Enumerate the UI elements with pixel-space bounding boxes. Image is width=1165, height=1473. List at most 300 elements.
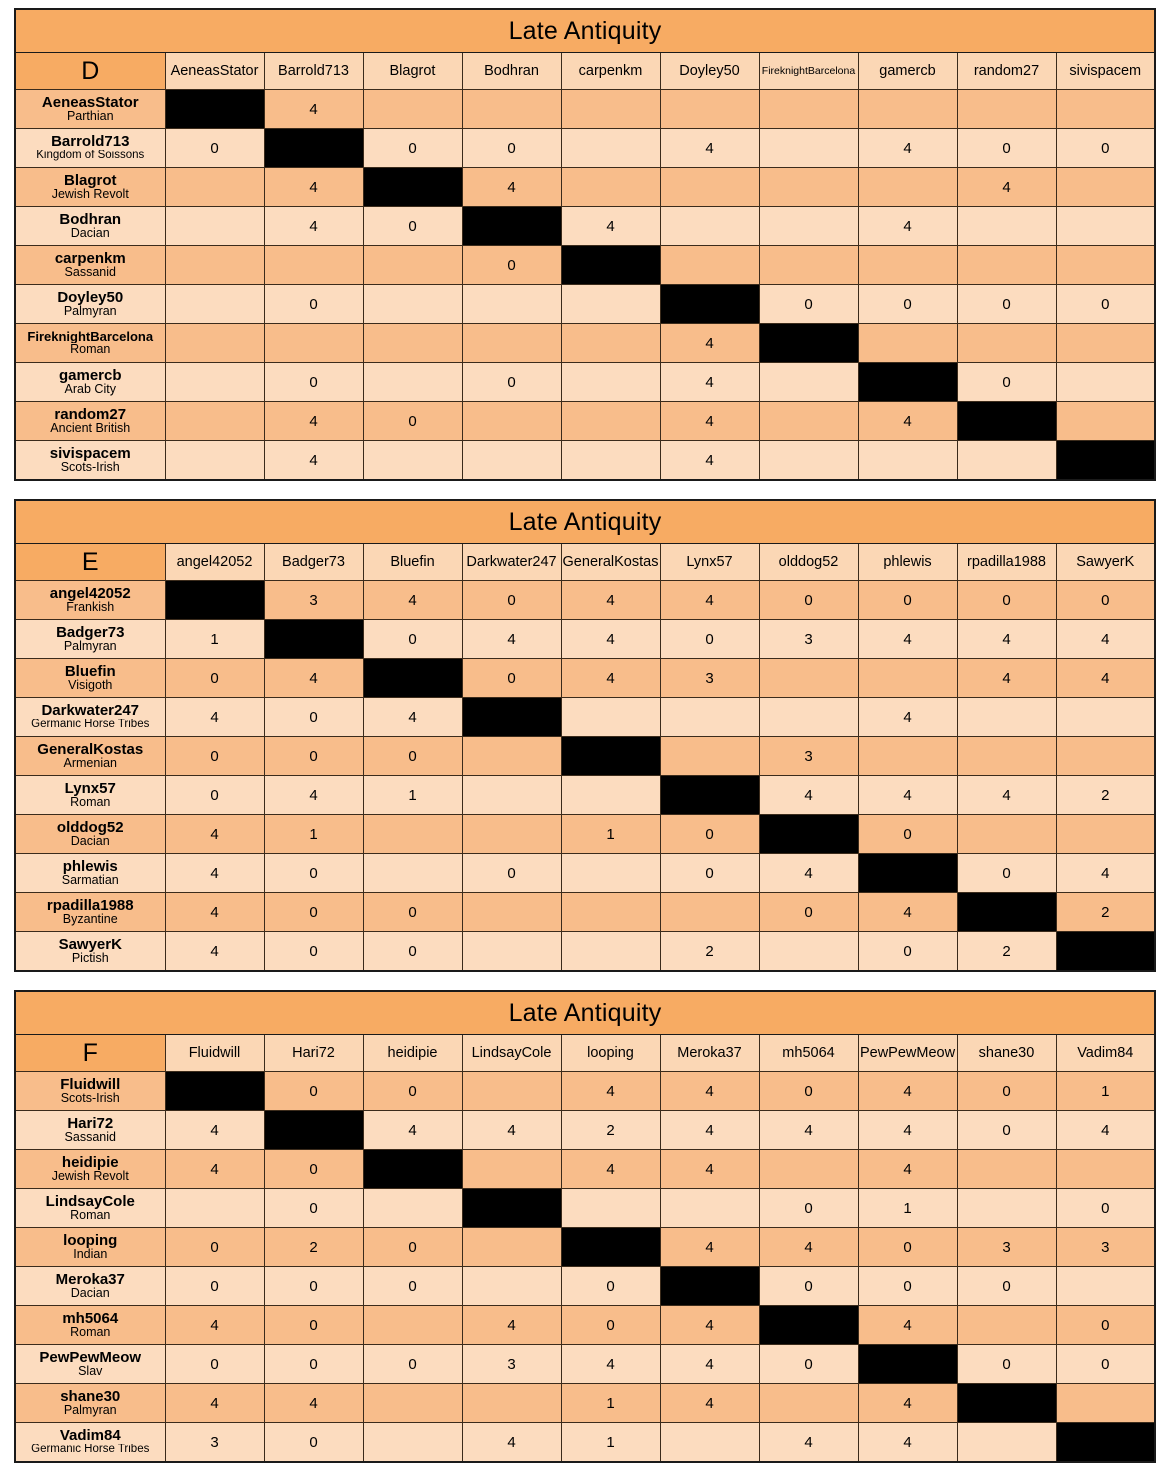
score-cell[interactable]: 4 xyxy=(957,776,1056,815)
score-cell[interactable] xyxy=(1056,246,1155,285)
score-cell[interactable]: 0 xyxy=(264,363,363,402)
score-cell[interactable] xyxy=(759,207,858,246)
group-title: Late Antiquity xyxy=(15,500,1155,544)
score-cell[interactable] xyxy=(264,324,363,363)
score-cell[interactable]: 0 xyxy=(1056,1345,1155,1384)
score-cell[interactable]: 0 xyxy=(462,246,561,285)
score-cell[interactable] xyxy=(561,168,660,207)
score-cell[interactable]: 4 xyxy=(165,1384,264,1423)
score-cell[interactable]: 0 xyxy=(264,1423,363,1463)
score-cell[interactable]: 4 xyxy=(561,207,660,246)
score-cell[interactable]: 0 xyxy=(462,129,561,168)
score-cell[interactable]: 0 xyxy=(264,1072,363,1111)
score-cell[interactable] xyxy=(1056,698,1155,737)
score-cell[interactable] xyxy=(561,129,660,168)
score-cell[interactable] xyxy=(363,363,462,402)
score-cell[interactable]: 0 xyxy=(264,1189,363,1228)
score-cell[interactable] xyxy=(759,90,858,129)
score-cell[interactable] xyxy=(561,90,660,129)
player-cell-angel42052 xyxy=(15,581,165,620)
score-cell[interactable]: 0 xyxy=(957,581,1056,620)
score-cell[interactable]: 0 xyxy=(957,285,1056,324)
score-cell[interactable] xyxy=(858,168,957,207)
score-cell[interactable]: 0 xyxy=(264,285,363,324)
score-cell[interactable]: 0 xyxy=(264,1306,363,1345)
score-cell[interactable]: 4 xyxy=(660,1384,759,1423)
score-cell[interactable] xyxy=(660,168,759,207)
score-cell[interactable]: 4 xyxy=(1056,620,1155,659)
score-cell[interactable]: 0 xyxy=(165,1228,264,1267)
score-cell[interactable]: 0 xyxy=(759,285,858,324)
score-cell[interactable] xyxy=(759,1150,858,1189)
score-cell[interactable] xyxy=(1056,1384,1155,1423)
score-cell[interactable] xyxy=(1056,815,1155,854)
score-cell[interactable]: 4 xyxy=(759,854,858,893)
score-cell[interactable]: 0 xyxy=(858,815,957,854)
player-cell-pewpewmeow xyxy=(15,1345,165,1384)
player-name: LindsayCole xyxy=(45,1193,135,1210)
score-cell[interactable]: 4 xyxy=(462,1423,561,1463)
self-match-blocked-cell xyxy=(759,1306,858,1345)
score-cell[interactable] xyxy=(858,324,957,363)
score-cell[interactable]: 4 xyxy=(1056,1111,1155,1150)
score-cell[interactable]: 0 xyxy=(264,737,363,776)
score-cell[interactable] xyxy=(660,90,759,129)
score-cell[interactable]: 0 xyxy=(363,129,462,168)
score-cell[interactable]: 0 xyxy=(660,815,759,854)
player-faction: Pictish xyxy=(71,952,109,966)
score-cell[interactable]: 4 xyxy=(660,581,759,620)
score-cell[interactable]: 2 xyxy=(561,1111,660,1150)
score-cell[interactable] xyxy=(165,168,264,207)
score-cell[interactable]: 4 xyxy=(1056,854,1155,893)
player-cell-looping xyxy=(15,1228,165,1267)
score-cell[interactable]: 4 xyxy=(561,1345,660,1384)
score-cell[interactable]: 0 xyxy=(660,620,759,659)
score-cell[interactable]: 4 xyxy=(165,893,264,932)
score-cell[interactable] xyxy=(165,441,264,481)
score-cell[interactable] xyxy=(561,285,660,324)
player-faction: Dacian xyxy=(70,835,110,849)
score-cell[interactable]: 0 xyxy=(759,1345,858,1384)
score-cell[interactable] xyxy=(759,402,858,441)
score-cell[interactable]: 4 xyxy=(561,1072,660,1111)
score-cell[interactable]: 4 xyxy=(363,1111,462,1150)
score-cell[interactable]: 4 xyxy=(660,1072,759,1111)
score-cell[interactable]: 4 xyxy=(165,1150,264,1189)
self-match-blocked-cell xyxy=(957,1384,1056,1423)
score-cell[interactable]: 4 xyxy=(462,1111,561,1150)
score-cell[interactable]: 0 xyxy=(660,854,759,893)
score-cell[interactable] xyxy=(660,246,759,285)
score-cell[interactable]: 4 xyxy=(165,1111,264,1150)
score-cell[interactable] xyxy=(1056,402,1155,441)
score-cell[interactable] xyxy=(759,1384,858,1423)
score-cell[interactable]: 0 xyxy=(957,363,1056,402)
score-cell[interactable] xyxy=(660,1423,759,1463)
column-header-sawyerk: SawyerK xyxy=(1056,544,1155,581)
score-cell[interactable] xyxy=(957,737,1056,776)
player-name: Barrold713 xyxy=(51,134,130,150)
score-cell[interactable]: 2 xyxy=(1056,776,1155,815)
score-cell[interactable]: 2 xyxy=(1056,893,1155,932)
score-cell[interactable] xyxy=(759,168,858,207)
score-cell[interactable]: 0 xyxy=(363,620,462,659)
score-cell[interactable]: 3 xyxy=(957,1228,1056,1267)
score-cell[interactable] xyxy=(1056,737,1155,776)
score-cell[interactable]: 4 xyxy=(858,620,957,659)
score-cell[interactable] xyxy=(1056,324,1155,363)
score-cell[interactable] xyxy=(957,207,1056,246)
score-cell[interactable]: 4 xyxy=(858,1306,957,1345)
score-cell[interactable] xyxy=(462,402,561,441)
score-cell[interactable] xyxy=(957,1150,1056,1189)
score-cell[interactable] xyxy=(858,90,957,129)
score-cell[interactable]: 1 xyxy=(1056,1072,1155,1111)
score-cell[interactable] xyxy=(561,698,660,737)
score-cell[interactable] xyxy=(462,1072,561,1111)
score-cell[interactable]: 3 xyxy=(759,620,858,659)
score-cell[interactable]: 4 xyxy=(660,324,759,363)
score-cell[interactable]: 3 xyxy=(759,737,858,776)
self-match-blocked-cell xyxy=(759,324,858,363)
score-cell[interactable]: 0 xyxy=(957,1345,1056,1384)
score-cell[interactable]: 4 xyxy=(660,441,759,481)
score-cell[interactable]: 0 xyxy=(858,285,957,324)
score-cell[interactable] xyxy=(363,1423,462,1463)
score-cell[interactable]: 4 xyxy=(858,1384,957,1423)
score-cell[interactable] xyxy=(363,246,462,285)
score-cell[interactable] xyxy=(759,932,858,972)
score-cell[interactable]: 2 xyxy=(660,932,759,972)
score-cell[interactable] xyxy=(561,893,660,932)
score-cell[interactable]: 4 xyxy=(660,1345,759,1384)
score-cell[interactable] xyxy=(957,441,1056,481)
score-cell[interactable] xyxy=(165,1189,264,1228)
score-cell[interactable] xyxy=(561,324,660,363)
score-cell[interactable]: 4 xyxy=(1056,659,1155,698)
score-cell[interactable]: 0 xyxy=(759,581,858,620)
score-cell[interactable]: 0 xyxy=(759,1072,858,1111)
score-cell[interactable] xyxy=(462,737,561,776)
score-cell[interactable]: 4 xyxy=(660,402,759,441)
score-cell[interactable]: 4 xyxy=(462,1306,561,1345)
score-cell[interactable]: 0 xyxy=(363,1228,462,1267)
score-cell[interactable]: 0 xyxy=(363,893,462,932)
score-cell[interactable]: 4 xyxy=(660,1228,759,1267)
score-cell[interactable]: 4 xyxy=(858,1423,957,1463)
score-cell[interactable] xyxy=(363,285,462,324)
score-cell[interactable]: 4 xyxy=(165,698,264,737)
score-cell[interactable] xyxy=(1056,207,1155,246)
score-cell[interactable]: 3 xyxy=(165,1423,264,1463)
score-cell[interactable]: 4 xyxy=(165,815,264,854)
score-cell[interactable]: 4 xyxy=(660,1111,759,1150)
self-match-blocked-cell xyxy=(462,698,561,737)
score-cell[interactable]: 0 xyxy=(165,737,264,776)
score-cell[interactable]: 0 xyxy=(957,129,1056,168)
score-cell[interactable] xyxy=(1056,363,1155,402)
score-cell[interactable]: 0 xyxy=(858,1267,957,1306)
player-cell-rpadilla1988 xyxy=(15,893,165,932)
score-cell[interactable] xyxy=(660,207,759,246)
score-cell[interactable] xyxy=(660,893,759,932)
score-cell[interactable]: 3 xyxy=(264,581,363,620)
score-cell[interactable] xyxy=(165,363,264,402)
score-cell[interactable]: 0 xyxy=(363,207,462,246)
score-cell[interactable]: 4 xyxy=(858,129,957,168)
score-cell[interactable]: 4 xyxy=(660,1306,759,1345)
score-cell[interactable] xyxy=(660,698,759,737)
score-cell[interactable]: 4 xyxy=(858,1072,957,1111)
score-cell[interactable]: 4 xyxy=(759,1228,858,1267)
score-cell[interactable]: 4 xyxy=(858,402,957,441)
score-cell[interactable]: 0 xyxy=(462,659,561,698)
score-cell[interactable]: 3 xyxy=(1056,1228,1155,1267)
score-cell[interactable] xyxy=(462,815,561,854)
score-cell[interactable] xyxy=(759,659,858,698)
score-cell[interactable]: 0 xyxy=(165,659,264,698)
score-cell[interactable]: 4 xyxy=(462,168,561,207)
group-letter: E xyxy=(15,544,165,581)
score-cell[interactable]: 0 xyxy=(363,737,462,776)
score-cell[interactable]: 1 xyxy=(363,776,462,815)
score-cell[interactable] xyxy=(957,1306,1056,1345)
score-cell[interactable]: 4 xyxy=(858,698,957,737)
score-cell[interactable] xyxy=(363,815,462,854)
score-cell[interactable]: 0 xyxy=(957,1267,1056,1306)
score-cell[interactable]: 0 xyxy=(165,776,264,815)
self-match-blocked-cell xyxy=(462,1189,561,1228)
score-cell[interactable] xyxy=(957,324,1056,363)
self-match-blocked-cell xyxy=(858,363,957,402)
score-cell[interactable]: 2 xyxy=(957,932,1056,972)
score-cell[interactable]: 0 xyxy=(1056,1189,1155,1228)
score-cell[interactable]: 0 xyxy=(1056,129,1155,168)
score-cell[interactable]: 4 xyxy=(561,659,660,698)
score-cell[interactable] xyxy=(660,1189,759,1228)
score-cell[interactable] xyxy=(165,285,264,324)
score-cell[interactable]: 4 xyxy=(165,854,264,893)
score-cell[interactable] xyxy=(957,698,1056,737)
score-cell[interactable]: 4 xyxy=(264,90,363,129)
score-cell[interactable] xyxy=(165,402,264,441)
score-cell[interactable]: 0 xyxy=(264,893,363,932)
score-cell[interactable]: 0 xyxy=(264,854,363,893)
score-cell[interactable] xyxy=(660,737,759,776)
score-cell[interactable] xyxy=(759,441,858,481)
score-cell[interactable] xyxy=(462,441,561,481)
group-letter: D xyxy=(15,53,165,90)
score-cell[interactable] xyxy=(363,1189,462,1228)
score-cell[interactable]: 0 xyxy=(264,698,363,737)
score-cell[interactable] xyxy=(462,1267,561,1306)
score-cell[interactable]: 4 xyxy=(264,207,363,246)
score-cell[interactable]: 4 xyxy=(660,1150,759,1189)
score-cell[interactable]: 0 xyxy=(462,581,561,620)
score-cell[interactable] xyxy=(462,324,561,363)
score-cell[interactable] xyxy=(462,1228,561,1267)
score-cell[interactable] xyxy=(363,324,462,363)
score-cell[interactable]: 0 xyxy=(759,1189,858,1228)
score-cell[interactable]: 0 xyxy=(363,402,462,441)
score-cell[interactable] xyxy=(462,932,561,972)
score-cell[interactable]: 4 xyxy=(165,932,264,972)
score-cell[interactable]: 0 xyxy=(759,893,858,932)
player-name: mh5064 xyxy=(62,1310,119,1327)
score-cell[interactable]: 0 xyxy=(264,1345,363,1384)
score-cell[interactable]: 4 xyxy=(957,659,1056,698)
score-cell[interactable] xyxy=(561,363,660,402)
score-cell[interactable]: 0 xyxy=(363,1267,462,1306)
score-cell[interactable] xyxy=(1056,168,1155,207)
score-cell[interactable]: 0 xyxy=(561,1267,660,1306)
score-cell[interactable]: 1 xyxy=(561,1384,660,1423)
score-cell[interactable]: 1 xyxy=(264,815,363,854)
score-cell[interactable]: 3 xyxy=(660,659,759,698)
score-cell[interactable] xyxy=(561,854,660,893)
score-cell[interactable] xyxy=(165,324,264,363)
self-match-blocked-cell xyxy=(363,1150,462,1189)
score-cell[interactable] xyxy=(561,402,660,441)
score-cell[interactable]: 4 xyxy=(858,1150,957,1189)
score-cell[interactable] xyxy=(561,932,660,972)
score-cell[interactable]: 0 xyxy=(1056,1306,1155,1345)
score-cell[interactable]: 0 xyxy=(264,1267,363,1306)
score-cell[interactable]: 0 xyxy=(957,1111,1056,1150)
score-cell[interactable]: 4 xyxy=(561,620,660,659)
score-cell[interactable] xyxy=(165,246,264,285)
score-cell[interactable]: 4 xyxy=(660,129,759,168)
score-cell[interactable] xyxy=(462,1384,561,1423)
score-cell[interactable]: 0 xyxy=(165,1267,264,1306)
score-cell[interactable] xyxy=(363,441,462,481)
score-cell[interactable] xyxy=(957,1189,1056,1228)
score-cell[interactable]: 4 xyxy=(561,1150,660,1189)
score-cell[interactable]: 4 xyxy=(264,776,363,815)
score-cell[interactable]: 1 xyxy=(165,620,264,659)
score-cell[interactable] xyxy=(462,90,561,129)
score-cell[interactable] xyxy=(858,737,957,776)
table-row xyxy=(15,815,1155,854)
score-cell[interactable]: 2 xyxy=(264,1228,363,1267)
score-cell[interactable]: 0 xyxy=(957,854,1056,893)
score-cell[interactable]: 0 xyxy=(363,1072,462,1111)
score-cell[interactable] xyxy=(363,854,462,893)
score-cell[interactable] xyxy=(165,207,264,246)
score-cell[interactable]: 0 xyxy=(561,1306,660,1345)
table-row xyxy=(15,620,1155,659)
self-match-blocked-cell xyxy=(264,129,363,168)
score-cell[interactable]: 4 xyxy=(858,207,957,246)
score-cell[interactable]: 4 xyxy=(957,168,1056,207)
score-cell[interactable] xyxy=(462,776,561,815)
score-cell[interactable]: 0 xyxy=(363,932,462,972)
score-cell[interactable]: 3 xyxy=(462,1345,561,1384)
score-cell[interactable] xyxy=(462,285,561,324)
score-cell[interactable]: 4 xyxy=(858,893,957,932)
score-cell[interactable]: 4 xyxy=(957,620,1056,659)
score-cell[interactable]: 4 xyxy=(165,1306,264,1345)
score-cell[interactable] xyxy=(759,129,858,168)
score-cell[interactable]: 0 xyxy=(264,932,363,972)
score-cell[interactable]: 4 xyxy=(561,581,660,620)
score-cell[interactable] xyxy=(561,1189,660,1228)
score-cell[interactable] xyxy=(957,1423,1056,1463)
score-cell[interactable] xyxy=(1056,1267,1155,1306)
score-cell[interactable] xyxy=(561,776,660,815)
score-cell[interactable] xyxy=(858,246,957,285)
score-cell[interactable]: 0 xyxy=(957,1072,1056,1111)
score-cell[interactable] xyxy=(462,893,561,932)
score-cell[interactable]: 4 xyxy=(858,776,957,815)
score-cell[interactable]: 4 xyxy=(759,1111,858,1150)
score-cell[interactable] xyxy=(264,246,363,285)
score-cell[interactable]: 4 xyxy=(363,698,462,737)
score-cell[interactable]: 4 xyxy=(858,1111,957,1150)
score-cell[interactable]: 4 xyxy=(759,1423,858,1463)
score-cell[interactable] xyxy=(759,246,858,285)
player-faction: Sassanid xyxy=(64,266,116,280)
score-cell[interactable] xyxy=(957,815,1056,854)
score-cell[interactable]: 4 xyxy=(264,168,363,207)
score-cell[interactable]: 0 xyxy=(1056,285,1155,324)
score-cell[interactable]: 4 xyxy=(264,1384,363,1423)
score-cell[interactable]: 4 xyxy=(660,363,759,402)
score-cell[interactable]: 0 xyxy=(462,363,561,402)
score-cell[interactable]: 0 xyxy=(165,129,264,168)
score-cell[interactable]: 0 xyxy=(1056,581,1155,620)
score-cell[interactable]: 0 xyxy=(462,854,561,893)
score-cell[interactable] xyxy=(363,90,462,129)
score-cell[interactable]: 0 xyxy=(264,1150,363,1189)
score-cell[interactable]: 1 xyxy=(561,1423,660,1463)
score-cell[interactable] xyxy=(957,90,1056,129)
score-cell[interactable]: 1 xyxy=(561,815,660,854)
score-cell[interactable] xyxy=(561,441,660,481)
score-cell[interactable] xyxy=(759,363,858,402)
score-cell[interactable]: 4 xyxy=(759,776,858,815)
score-cell[interactable] xyxy=(858,659,957,698)
score-cell[interactable]: 0 xyxy=(858,581,957,620)
score-cell[interactable]: 1 xyxy=(858,1189,957,1228)
score-cell[interactable]: 0 xyxy=(363,1345,462,1384)
table-row xyxy=(15,246,1155,285)
group-block xyxy=(0,0,1165,491)
score-cell[interactable] xyxy=(462,1150,561,1189)
score-cell[interactable] xyxy=(858,441,957,481)
score-cell[interactable]: 0 xyxy=(858,932,957,972)
player-faction: Scots-Irish xyxy=(60,1092,120,1106)
score-cell[interactable]: 4 xyxy=(264,402,363,441)
score-cell[interactable] xyxy=(363,1306,462,1345)
score-cell[interactable]: 4 xyxy=(264,659,363,698)
player-name: sivispacem xyxy=(49,445,131,462)
score-cell[interactable] xyxy=(957,246,1056,285)
score-cell[interactable] xyxy=(759,698,858,737)
score-cell[interactable] xyxy=(1056,90,1155,129)
score-cell[interactable]: 0 xyxy=(858,1228,957,1267)
score-cell[interactable] xyxy=(363,1384,462,1423)
score-cell[interactable]: 0 xyxy=(759,1267,858,1306)
player-cell-olddog52 xyxy=(15,815,165,854)
player-faction: Parthian xyxy=(66,110,114,124)
score-cell[interactable]: 0 xyxy=(165,1345,264,1384)
score-cell[interactable]: 4 xyxy=(363,581,462,620)
score-cell[interactable]: 4 xyxy=(264,441,363,481)
score-cell[interactable] xyxy=(1056,1150,1155,1189)
score-cell[interactable]: 4 xyxy=(462,620,561,659)
